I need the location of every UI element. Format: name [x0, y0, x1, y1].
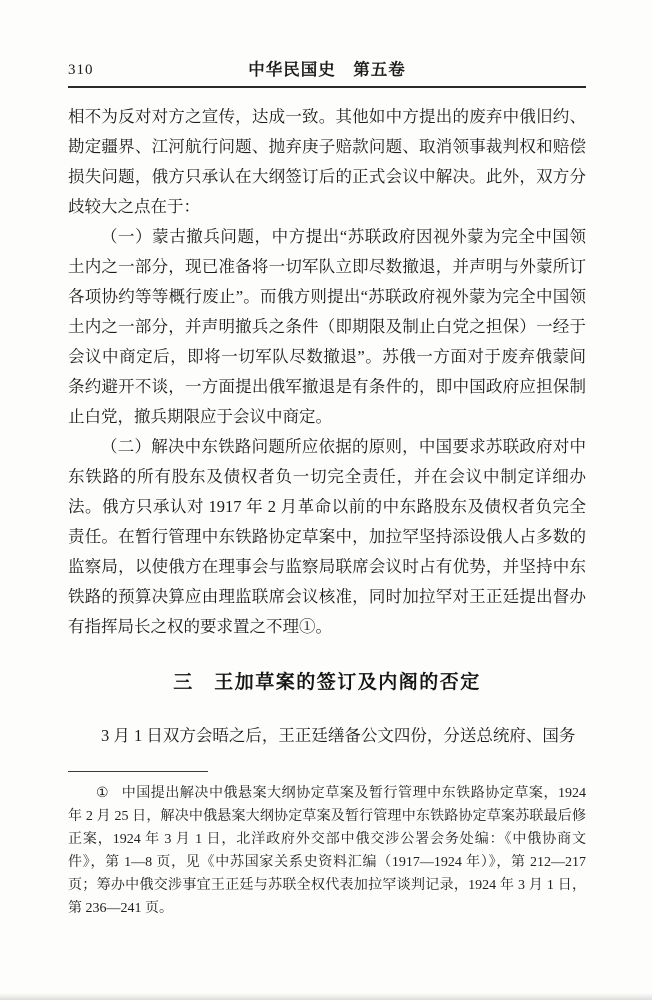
footnote-body: 中国提出解决中俄悬案大纲协定草案及暂行管理中东铁路协定草案，1924 年 2 月 25 日，解决中俄悬案大纲协定草案及暂行管理中东铁路协定草案苏联最后修正案，1924 年 3 月 1 日，北洋政府外交部中俄交涉公署会务处编：《中俄协商文件》，第 1—8 页，见《中苏国家关系史资料汇编（1917—1924 年）》，第 212—217 页；筹办中俄交涉事宜王正廷与苏联全权代表加拉罕谈判记录，1924 年 3 月 1 日，第 236—241 页。: [68, 786, 587, 916]
body-paragraph: （一）蒙古撤兵问题，中方提出“苏联政府因视外蒙为完全中国领土内之一部分，现已准备将一切军队立即尽数撤退，并声明与外蒙所订各项协约等等概行废止”。而俄方则提出“苏联政府视外蒙为完全中国领土内之一部分，并声明撤兵之条件（即期限及制止白党之担保）一经于会议中商定后，即将一切军队尽数撤退”。苏俄一方面对于废弃俄蒙间条约避开不谈，一方面提出俄军撤退是有条件的，即中国政府应担保制止白党，撤兵期限应于会议中商定。: [68, 227, 586, 426]
running-title: 中华民国史 第五卷: [248, 60, 406, 79]
section-heading: 三 王加草案的签订及内阁的否定: [173, 672, 481, 693]
footnote-separator: [68, 771, 208, 772]
page-number: 310: [68, 62, 94, 78]
body-paragraph: 相不为反对对方之宣传，达成一致。其他如中方提出的废弃中俄旧约、勘定疆界、江河航行问题、抛弃庚子赔款问题、取消领事裁判权和赔偿损失问题，俄方只承认在大纲签订后的正式会议中解决。此外，双方分歧较大之点在于：: [68, 107, 586, 216]
page-header: [68, 58, 586, 82]
footnote-text: [68, 782, 586, 920]
footnote-marker: ①: [96, 786, 110, 801]
footnote: [68, 782, 586, 920]
body-paragraph-after-heading: 3 月 1 日双方会晤之后，王正廷缮备公文四份，分送总统府、国务: [101, 726, 576, 745]
body-paragraphs: [68, 102, 586, 642]
body-paragraph: （二）解决中东铁路问题所应依据的原则，中国要求苏联政府对中东铁路的所有股东及债权者负一切完全责任，并在会议中制定详细办法。俄方只承认对 1917 年 2 月革命以前的中东路股东及债权者负完全责任。在暂行管理中东铁路协定草案中，加拉罕坚持添设俄人占多数的监察局，以使俄方在理事会与监察局联席会议时占有优势，并坚持中东铁路的预算决算应由理监联席会议核准，同时加拉罕对王正廷提出督办有指挥局长之权的要求置之不理①。: [68, 437, 586, 636]
header-rule: [68, 86, 586, 88]
scan-edge-shadow: [0, 993, 652, 1000]
